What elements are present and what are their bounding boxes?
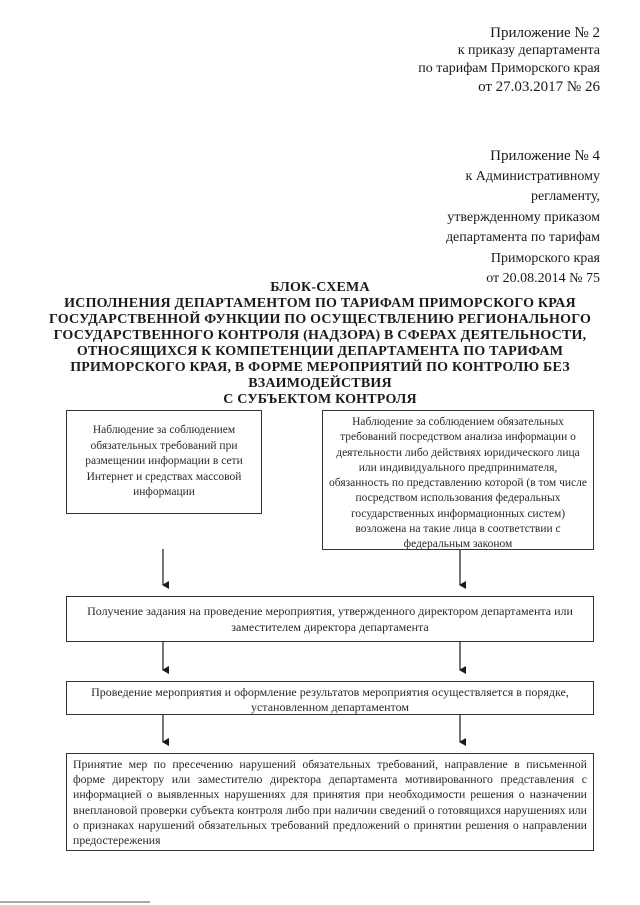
appendix-4-line-4: утвержденному приказом bbox=[447, 209, 600, 225]
appendix-4-line-5: департамента по тарифам bbox=[445, 230, 600, 245]
title-line-5: ОТНОСЯЩИХСЯ К КОМПЕТЕНЦИИ ДЕПАРТАМЕНТА ПО ТАРИФАМ bbox=[76, 344, 564, 359]
appendix-2-line-3: по тарифам Приморского края bbox=[418, 61, 600, 76]
box-conduct-event bbox=[66, 681, 594, 715]
appendix-4-line-7: от 20.08.2014 № 75 bbox=[486, 271, 600, 286]
box-observation-analysis bbox=[322, 410, 594, 550]
box-receive-task bbox=[66, 596, 594, 642]
title-line-2: ИСПОЛНЕНИЯ ДЕПАРТАМЕНТОМ ПО ТАРИФАМ ПРИМОРСКОГО КРАЯ bbox=[64, 296, 576, 311]
title-line-7: ВЗАИМОДЕЙСТВИЯ bbox=[248, 376, 392, 391]
title-line-4: ГОСУДАРСТВЕННОГО КОНТРОЛЯ (НАДЗОРА) В СФЕРАХ ДЕЯТЕЛЬНОСТИ, bbox=[53, 328, 587, 343]
box-receive-task-text: Получение задания на проведение мероприятия, утвержденного директором департамента или заместителем директора департамента bbox=[87, 604, 573, 634]
appendix-2-line-2: к приказу департамента bbox=[457, 43, 600, 58]
box-conduct-event-text: Проведение мероприятия и оформление результатов мероприятия осуществляется в порядке, установленном департаментом bbox=[91, 685, 569, 714]
title-line-8: С СУБЪЕКТОМ КОНТРОЛЯ bbox=[223, 392, 417, 407]
appendix-4-line-1: Приложение № 4 bbox=[490, 148, 600, 164]
appendix-4-line-2: к Административному bbox=[465, 168, 600, 184]
box-observation-internet-text: Наблюдение за соблюдением обязательных требований при размещении информации в сети Интернет и средствах массовой информации bbox=[85, 424, 243, 498]
box-take-measures bbox=[66, 753, 594, 851]
box-observation-internet bbox=[66, 410, 262, 514]
box-take-measures-text: Принятие мер по пресечению нарушений обязательных требований, направление в письменной форме директору или заместителю директора департамента мотивированного представления с информацией о выявленных нарушениях для принятия при необходимости решения о назначении внеплановой проверки субъекта контроля либо при наличии сведений о готовящихся нарушениях или о признаках нарушений обязательных требований предложений о принятии решения о направлении предостережения bbox=[73, 757, 587, 848]
appendix-2-line-1: Приложение № 2 bbox=[490, 25, 600, 41]
box-observation-analysis-text: Наблюдение за соблюдением обязательных требований посредством анализа информации о деятельности либо действиях юридического лица или индивидуального предпринимателя, обязанность по представлению которой (в том числе посредством использования федеральных государственных информационных систем) возложена на такие лица в соответствии с федеральным законом bbox=[329, 416, 587, 551]
title-line-6: ПРИМОРСКОГО КРАЯ, В ФОРМЕ МЕРОПРИЯТИЙ ПО КОНТРОЛЮ БЕЗ bbox=[70, 360, 570, 375]
title-line-1: БЛОК-СХЕМА bbox=[270, 280, 370, 295]
title-line-3: ГОСУДАРСТВЕННОЙ ФУНКЦИИ ПО ОСУЩЕСТВЛЕНИЮ РЕГИОНАЛЬНОГО bbox=[48, 312, 592, 327]
appendix-2-line-4: от 27.03.2017 № 26 bbox=[478, 79, 600, 95]
appendix-4-line-3: регламенту, bbox=[530, 189, 600, 204]
appendix-4-line-6: Приморского края bbox=[490, 250, 600, 266]
